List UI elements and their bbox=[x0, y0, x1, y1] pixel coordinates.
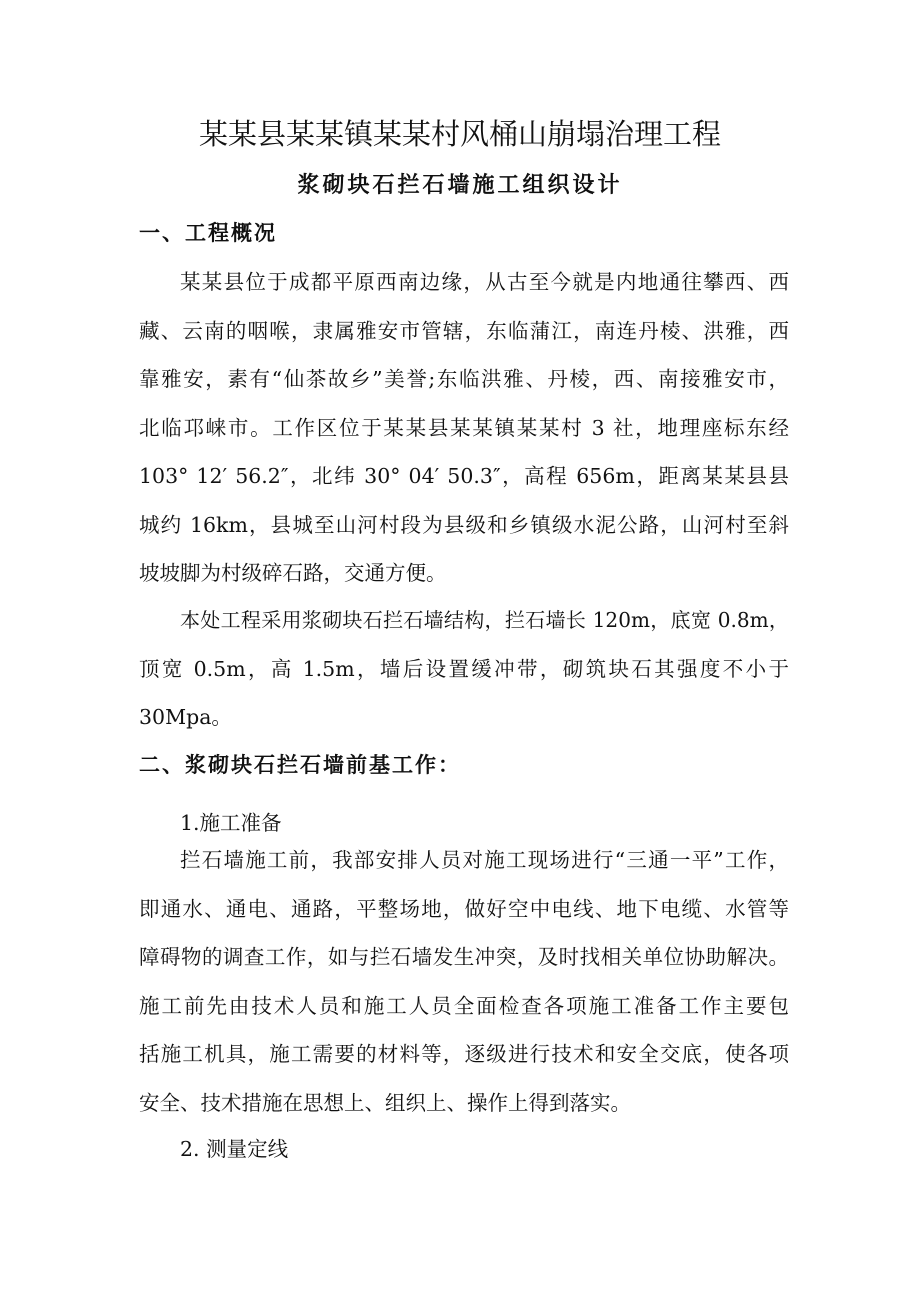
text-line: 城约 16km，县城至山河村段为县级和乡镇级水泥公路，山河村至斜 bbox=[139, 512, 789, 537]
text-line: 靠雅安，素有“仙茶故乡”美誉;东临洪雅、丹棱，西、南接雅安市， bbox=[139, 367, 789, 391]
text-line: 103° 12′ 56.2″，北纬 30° 04′ 50.3″，高程 656m，距离某某县县 bbox=[139, 464, 789, 488]
subsection-heading-survey: 2. 测量定线 bbox=[180, 1137, 289, 1161]
text-line: 顶宽 0.5m，高 1.5m，墙后设置缓冲带，砌筑块石其强度不小于 bbox=[139, 656, 789, 681]
section-heading-overview: 一、工程概况 bbox=[139, 221, 277, 245]
text-line: 30Mpa。 bbox=[139, 705, 232, 729]
text-line: 拦石墙施工前，我部安排人员对施工现场进行“三通一平”工作， bbox=[180, 848, 789, 872]
subsection-heading-construction-prep: 1.施工准备 bbox=[180, 811, 282, 835]
section-heading-preparation: 二、浆砌块石拦石墙前基工作： bbox=[139, 753, 461, 777]
text-line: 障碍物的调查工作，如与拦石墙发生冲突，及时找相关单位协助解决。 bbox=[139, 945, 789, 969]
text-line: 本处工程采用浆砌块石拦石墙结构，拦石墙长 120m，底宽 0.8m， bbox=[180, 608, 789, 632]
text-line: 括施工机具，施工需要的材料等，逐级进行技术和安全交底，使各项 bbox=[139, 1042, 789, 1066]
overview-paragraph-structure bbox=[139, 596, 789, 742]
document-title: 某某县某某镇某某村风桶山崩塌治理工程 bbox=[198, 117, 721, 151]
text-line: 安全、技术措施在思想上、组织上、操作上得到落实。 bbox=[139, 1090, 631, 1115]
text-line: 北临邛崃市。工作区位于某某县某某镇某某村 3 社，地理座标东经 bbox=[139, 415, 789, 440]
text-line: 某某县位于成都平原西南边缘，从古至今就是内地通往攀西、西 bbox=[180, 270, 789, 294]
text-line: 施工前先由技术人员和施工人员全面检查各项施工准备工作主要包 bbox=[139, 993, 789, 1018]
text-line: 藏、云南的咽喉，隶属雅安市管辖，东临蒲江，南连丹棱、洪雅，西 bbox=[139, 318, 789, 343]
text-line: 即通水、通电、通路，平整场地，做好空中电线、地下电缆、水管等 bbox=[139, 896, 789, 921]
text-line: 坡坡脚为村级碎石路，交通方便。 bbox=[139, 561, 447, 585]
preparation-paragraph bbox=[139, 836, 789, 1127]
overview-paragraph-location bbox=[139, 258, 789, 598]
document-subtitle: 浆砌块石拦石墙施工组织设计 bbox=[297, 173, 623, 198]
